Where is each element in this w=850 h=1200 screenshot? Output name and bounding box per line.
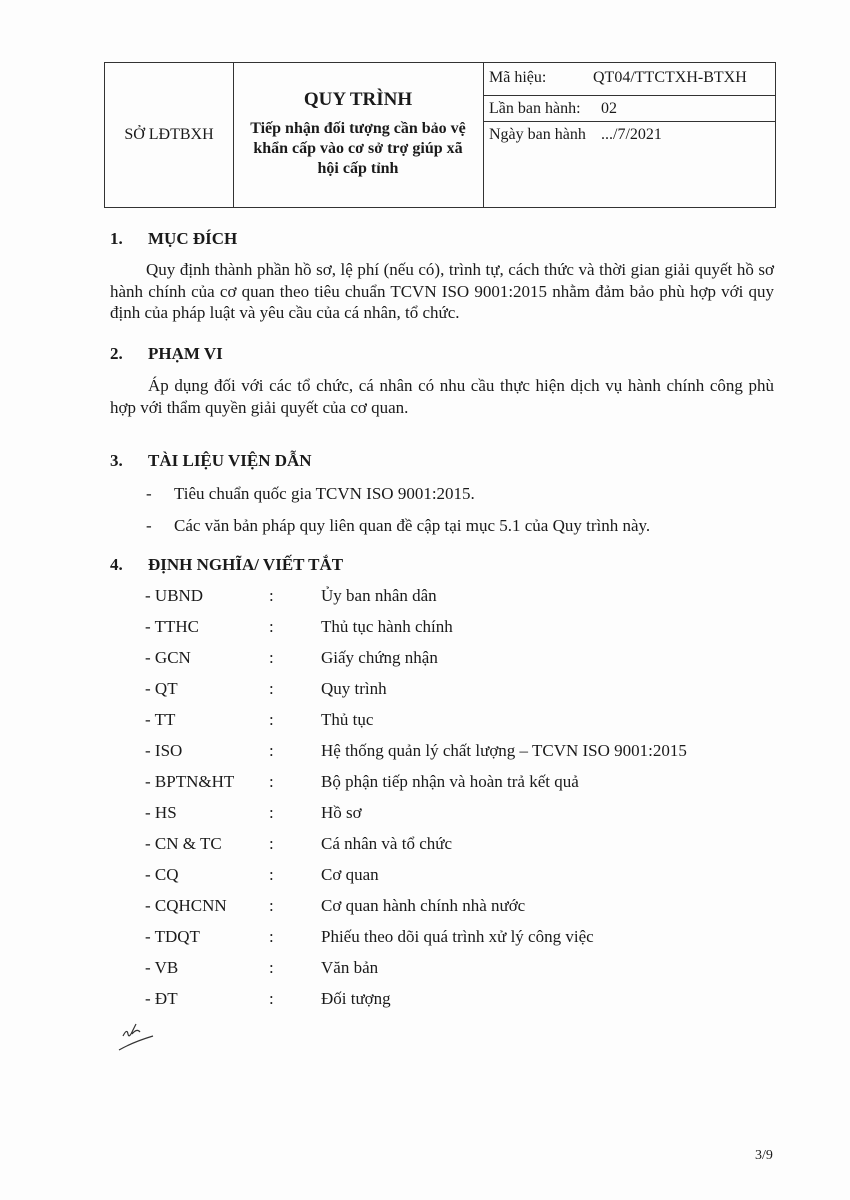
abbreviation: - CN & TC xyxy=(145,834,222,853)
doc-subtitle: Tiếp nhận đối tượng cần bảo vệ khẩn cấp vào cơ sở trợ giúp xã hội cấp tỉnh xyxy=(250,120,466,177)
definition-meaning: Đối tượng xyxy=(321,989,391,1008)
definition-meaning: Hệ thống quản lý chất lượng – TCVN ISO 9001:2015 xyxy=(321,741,687,760)
separator: : xyxy=(269,927,274,946)
section-number: 2. xyxy=(110,344,123,363)
bullet-item: - Tiêu chuẩn quốc gia TCVN ISO 9001:2015. xyxy=(146,484,475,503)
header-table xyxy=(104,62,776,208)
separator: : xyxy=(269,741,274,760)
section-number: 4. xyxy=(110,555,123,574)
separator: : xyxy=(269,958,274,977)
definition-meaning: Văn bản xyxy=(321,958,379,977)
abbreviation: - QT xyxy=(145,679,178,698)
section-title: ĐỊNH NGHĨA/ VIẾT TẮT xyxy=(148,555,344,574)
separator: : xyxy=(269,710,274,729)
separator: : xyxy=(269,586,274,605)
separator: : xyxy=(269,617,274,636)
definition-meaning: Bộ phận tiếp nhận và hoàn trả kết quả xyxy=(321,772,579,791)
doc-title: QUY TRÌNH xyxy=(303,89,413,110)
abbreviation: - ISO xyxy=(145,741,183,760)
section-heading xyxy=(110,555,343,575)
abbreviation: - TT xyxy=(145,710,176,729)
separator: : xyxy=(269,865,274,884)
definition-meaning: Phiếu theo dõi quá trình xử lý công việc xyxy=(321,927,594,946)
bullet-text: Các văn bản pháp quy liên quan đề cập tại mục 5.1 của Quy trình này. xyxy=(174,516,651,535)
separator: : xyxy=(269,834,274,853)
definition-meaning: Cơ quan hành chính nhà nước xyxy=(321,896,526,915)
handwritten-initial-icon xyxy=(115,1022,160,1052)
issue-value: 02 xyxy=(601,100,617,117)
definition-meaning: Cơ quan xyxy=(321,865,379,884)
abbreviation: - HS xyxy=(145,803,177,822)
definition-meaning: Quy trình xyxy=(321,679,387,698)
date-row xyxy=(483,122,775,148)
abbreviation: - UBND xyxy=(145,586,204,605)
code-row xyxy=(483,63,775,96)
section-paragraph: Quy định thành phần hồ sơ, lệ phí (nếu có), trình tự, cách thức và thời gian giải quyết hồ sơ hành chính của cơ quan theo tiêu chuẩn TCVN ISO 9001:2015 nhằm đảm bảo phù hợp với quy định của pháp luật và yêu cầu của cá nhân, tổ chức. xyxy=(110,260,774,322)
section-number: 3. xyxy=(110,451,123,470)
definition-meaning: Thủ tục xyxy=(321,710,374,729)
issue-row xyxy=(483,96,775,122)
org-cell: SỞ LĐTBXH xyxy=(105,63,234,207)
definition-meaning: Giấy chứng nhận xyxy=(321,648,438,667)
section-title: MỤC ĐÍCH xyxy=(148,229,238,248)
section-paragraph: Áp dụng đối với các tổ chức, cá nhân có nhu cầu thực hiện dịch vụ hành chính công phù hợp với thẩm quyền giải quyết của cơ quan. xyxy=(110,376,774,417)
definition-meaning: Ủy ban nhân dân xyxy=(321,586,437,605)
abbreviation: - BPTN&HT xyxy=(145,772,235,791)
bullet-text: Tiêu chuẩn quốc gia TCVN ISO 9001:2015. xyxy=(174,484,475,503)
section-heading xyxy=(110,344,223,364)
bullet-item: - Các văn bản pháp quy liên quan đề cập tại mục 5.1 của Quy trình này. xyxy=(146,516,651,535)
separator: : xyxy=(269,772,274,791)
abbreviation: - ĐT xyxy=(145,989,178,1008)
abbreviation: - CQ xyxy=(145,865,179,884)
abbreviation: - VB xyxy=(145,958,179,977)
code-label: Mã hiệu: xyxy=(489,69,547,86)
abbreviation: - CQHCNN xyxy=(145,896,227,915)
separator: : xyxy=(269,803,274,822)
definition-meaning: Hồ sơ xyxy=(321,803,362,822)
section-title: TÀI LIỆU VIỆN DẪN xyxy=(148,451,312,470)
section-number: 1. xyxy=(110,229,123,248)
abbreviation: - TDQT xyxy=(145,927,200,946)
date-value: .../7/2021 xyxy=(601,126,662,143)
section-heading xyxy=(110,229,237,249)
date-label: Ngày ban hành xyxy=(489,126,586,143)
separator: : xyxy=(269,648,274,667)
separator: : xyxy=(269,896,274,915)
issue-label: Lần ban hành: xyxy=(489,100,581,117)
abbreviation: - GCN xyxy=(145,648,191,667)
definition-meaning: Cá nhân và tổ chức xyxy=(321,834,453,853)
abbreviation: - TTHC xyxy=(145,617,199,636)
separator: : xyxy=(269,989,274,1008)
section-heading xyxy=(110,451,312,471)
title-cell xyxy=(233,63,484,207)
definition-meaning: Thủ tục hành chính xyxy=(321,617,453,636)
separator: : xyxy=(269,679,274,698)
page-number: 3/9 xyxy=(755,1148,773,1163)
code-value: QT04/TTCTXH-BTXH xyxy=(593,69,747,86)
section-title: PHẠM VI xyxy=(148,344,223,363)
meta-cell xyxy=(483,63,775,207)
